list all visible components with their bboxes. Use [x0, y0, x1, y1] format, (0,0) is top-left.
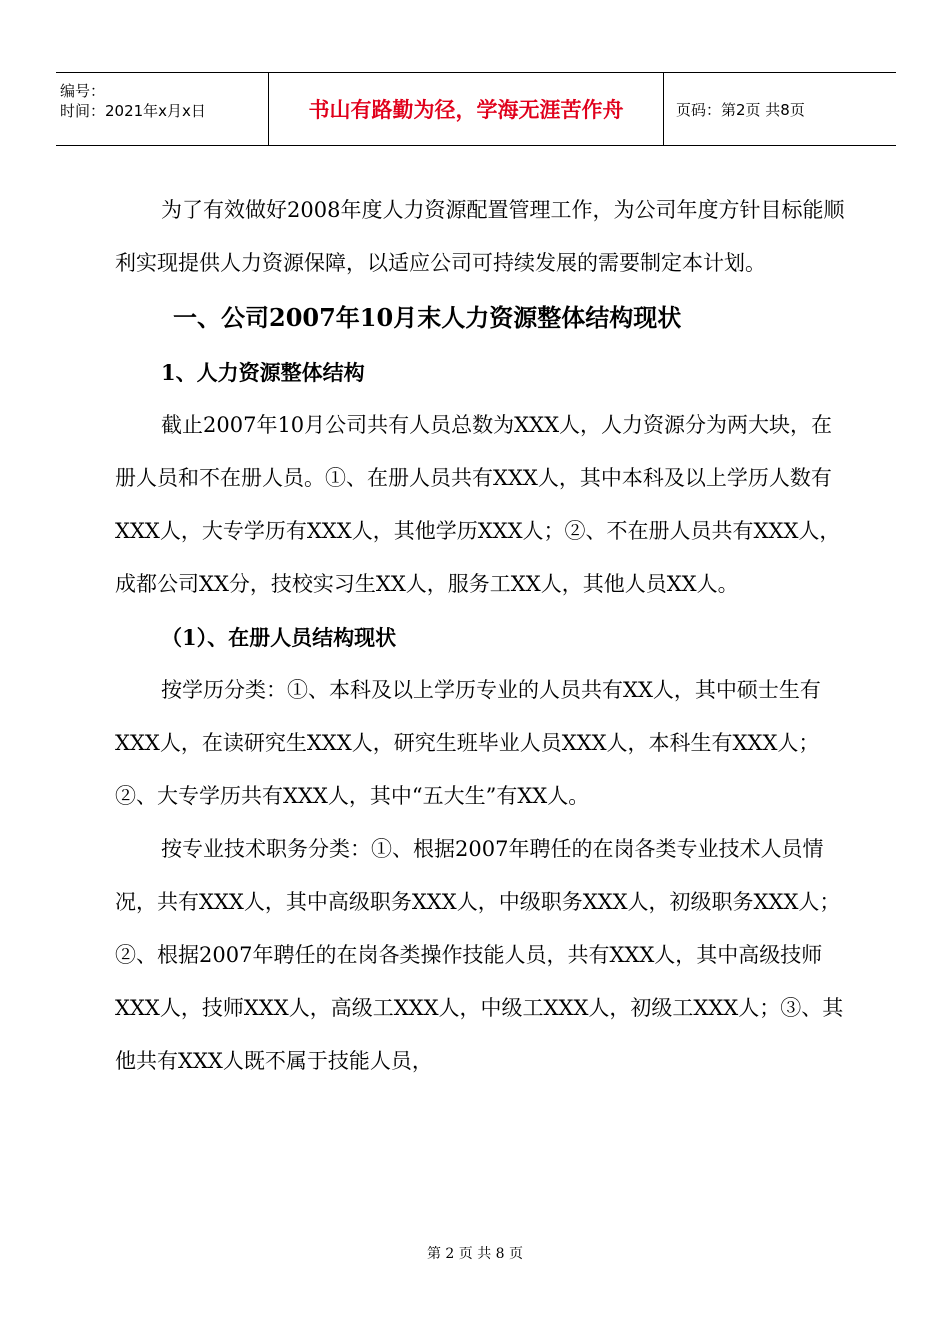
document-date: 时间：2021年x月x日 [60, 102, 206, 120]
body-paragraph: 按专业技术职务分类：①、根据2007年聘任的在岗各类专业技术人员情况，共有XXX人，其中高级职务XXX人，中级职务XXX人，初级职务XXX人；②、根据2007年聘任的在岗各类操作技能人员，共有XXX人，其中高级技师XXX人，技师XXX人，高级工XXX人，中级工XXX人，初级工XXX人；③、其他共有XXX人既不属于技能人员， [115, 837, 844, 1073]
document-number: 编号： [60, 82, 106, 100]
body-paragraph: 截止2007年10月公司共有人员总数为XXX人，人力资源分为两大块，在册人员和不在册人员。①、在册人员共有XXX人，其中本科及以上学历人数有XXX人，大专学历有XXX人，其他学历XXX人；②、不在册人员共有XXX人，成都公司XX分，技校实习生XX人，服务工XX人，其他人员XX人。 [115, 413, 841, 596]
subsection-heading: （1）、在册人员结构现状 [161, 625, 397, 650]
intro-paragraph: 为了有效做好2008年度人力资源配置管理工作，为公司年度方针目标能顺利实现提供人力资源保障，以适应公司可持续发展的需要制定本计划。 [115, 198, 845, 275]
page-footer: 第 2 页 共 8 页 [426, 1246, 524, 1262]
document-body [115, 184, 850, 1088]
header-meta [56, 73, 268, 145]
header-page-number: 页码：第2页 共8页 [676, 100, 805, 119]
section-heading: 一、公司2007年10月末人力资源整体结构现状 [173, 303, 682, 332]
page-header [56, 72, 896, 146]
subsection-heading: 1、人力资源整体结构 [161, 360, 365, 385]
body-paragraph: 按学历分类：①、本科及以上学历专业的人员共有XX人，其中硕士生有XXX人，在读研究生XXX人，研究生班毕业人员XXX人，本科生有XXX人；②、大专学历共有XXX人，其中“五大生”有XX人。 [115, 678, 821, 808]
header-motto: 书山有路勤为径，学海无涯苦作舟 [268, 73, 664, 145]
